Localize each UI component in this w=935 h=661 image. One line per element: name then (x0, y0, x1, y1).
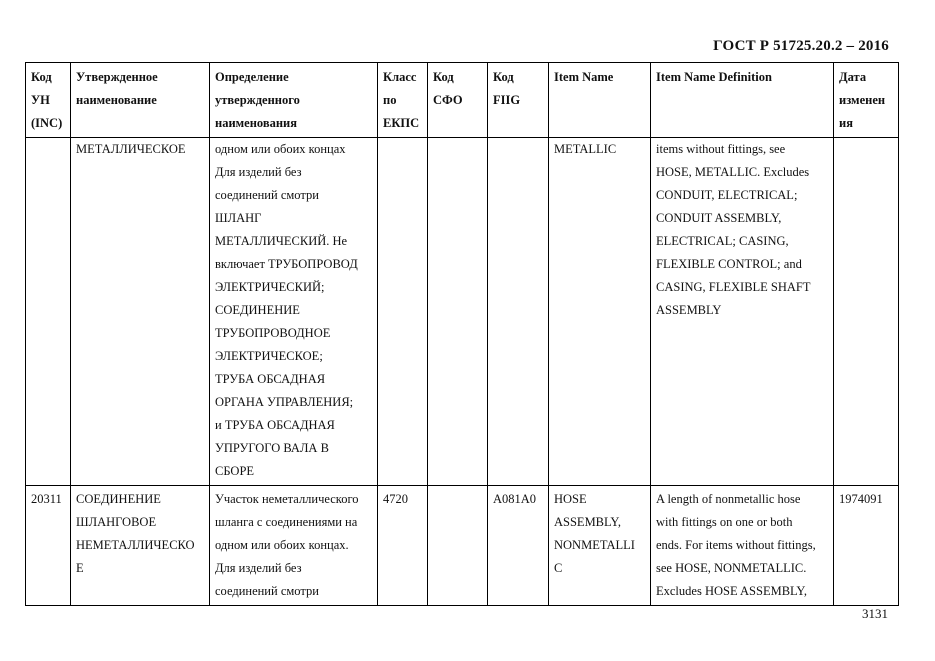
cell-fiig-code (488, 486, 549, 606)
cell-line: УПРУГОГО ВАЛА В (215, 441, 329, 455)
cell-line: МЕТАЛЛИЧЕСКОЕ (76, 142, 186, 156)
cell-line: СОЕДИНЕНИЕ (215, 303, 300, 317)
cell-line: 4720 (383, 492, 408, 506)
column-header-line: (INC) (31, 116, 63, 130)
cell-line: ELECTRICAL; CASING, (656, 234, 789, 248)
column-header-line: изменен (839, 93, 886, 107)
cell-fiig-code (488, 138, 549, 486)
cell-line: ТРУБОПРОВОДНОЕ (215, 326, 331, 340)
column-header-line: Дата (839, 70, 867, 84)
cell-change-date (834, 138, 899, 486)
cell-ekps-class (378, 486, 428, 606)
cell-item-name (549, 486, 651, 606)
column-header-line: наименования (215, 116, 298, 130)
cell-inc-code (26, 486, 71, 606)
column-header-line: Код (493, 70, 514, 84)
cell-line: with fittings on one or both (656, 515, 793, 529)
header-row (26, 63, 899, 138)
page-number: 3131 (862, 606, 888, 621)
column-header-ekps-class (378, 63, 428, 138)
cell-line: ЭЛЕКТРИЧЕСКОЕ; (215, 349, 323, 363)
cell-line: see HOSE, NONMETALLIC. (656, 561, 807, 575)
cell-line: одном или обоих концах (215, 142, 346, 156)
cell-line: HOSE, METALLIC. Excludes (656, 165, 810, 179)
column-header-line: Определение (215, 70, 289, 84)
column-header-line: наименование (76, 93, 157, 107)
table-row (26, 138, 899, 486)
cell-change-date (834, 486, 899, 606)
cell-line: СБОРЕ (215, 464, 255, 478)
cell-line: и ТРУБА ОБСАДНАЯ (215, 418, 335, 432)
column-header-line: Код (31, 70, 52, 84)
cell-sfo-code (428, 486, 488, 606)
column-header-approved-name (71, 63, 210, 138)
column-header-line: ЕКПС (383, 116, 420, 130)
cell-line: NONMETALLI (554, 538, 635, 552)
cell-line: Excludes HOSE ASSEMBLY, (656, 584, 807, 598)
cell-line: ASSEMBLY (656, 303, 722, 317)
cell-line: CASING, FLEXIBLE SHAFT (656, 280, 811, 294)
column-header-line: Item Name Definition (656, 70, 772, 84)
cell-line: МЕТАЛЛИЧЕСКИЙ. Не (215, 234, 348, 248)
cell-line: FLEXIBLE CONTROL; and (656, 257, 802, 271)
column-header-line: Код (433, 70, 454, 84)
cell-item-name (549, 138, 651, 486)
cell-line: Участок неметаллического (215, 492, 359, 506)
cell-approved-name (71, 486, 210, 606)
column-header-line: СФО (433, 93, 463, 107)
cell-line: Для изделий без (215, 561, 302, 575)
standard-code: ГОСТ Р 51725.20.2 – 2016 (713, 38, 889, 54)
cell-line: ТРУБА ОБСАДНАЯ (215, 372, 326, 386)
cell-line: включает ТРУБОПРОВОД (215, 257, 358, 271)
cell-line: ШЛАНГ (215, 211, 262, 225)
cell-line: НЕМЕТАЛЛИЧЕСКО (76, 538, 195, 552)
cell-line: соединений смотри (215, 584, 319, 598)
cell-line: шланга с соединениями на (215, 515, 358, 529)
column-header-inc-code (26, 63, 71, 138)
cell-line: 1974091 (839, 492, 883, 506)
column-header-fiig-code (488, 63, 549, 138)
column-header-sfo-code (428, 63, 488, 138)
cell-line: C (554, 561, 563, 575)
cell-line: A081A0 (493, 492, 537, 506)
column-header-line: УН (31, 93, 50, 107)
column-header-line: Item Name (554, 70, 614, 84)
column-header-line: Утвержденное (76, 70, 158, 84)
cell-approved-name (71, 138, 210, 486)
cell-definition (210, 486, 378, 606)
cell-line: METALLIC (554, 142, 617, 156)
cell-line: соединений смотри (215, 188, 319, 202)
column-header-line: ия (839, 116, 853, 130)
cell-line: ЭЛЕКТРИЧЕСКИЙ; (215, 280, 325, 294)
cell-line: Е (76, 561, 84, 575)
cell-item-name-definition (651, 486, 834, 606)
cell-line: HOSE (554, 492, 587, 506)
cell-line: items without fittings, see (656, 142, 786, 156)
table-row (26, 486, 899, 606)
cell-line: 20311 (31, 492, 62, 506)
cell-line: одном или обоих концах. (215, 538, 349, 552)
cell-line: Для изделий без (215, 165, 302, 179)
column-header-definition (210, 63, 378, 138)
cell-line: CONDUIT, ELECTRICAL; (656, 188, 798, 202)
cell-line: A length of nonmetallic hose (656, 492, 801, 506)
cell-line: CONDUIT ASSEMBLY, (656, 211, 782, 225)
column-header-line: Класс (383, 70, 417, 84)
cell-definition (210, 138, 378, 486)
column-header-item-name-definition (651, 63, 834, 138)
column-header-line: утвержденного (215, 93, 300, 107)
column-header-line: FIIG (493, 93, 521, 107)
column-header-line: по (383, 93, 397, 107)
cell-sfo-code (428, 138, 488, 486)
cell-line: СОЕДИНЕНИЕ (76, 492, 161, 506)
item-name-table (25, 62, 899, 606)
cell-ekps-class (378, 138, 428, 486)
column-header-change-date (834, 63, 899, 138)
cell-line: ШЛАНГОВОЕ (76, 515, 157, 529)
cell-line: ОРГАНА УПРАВЛЕНИЯ; (215, 395, 354, 409)
cell-item-name-definition (651, 138, 834, 486)
cell-line: ASSEMBLY, (554, 515, 621, 529)
cell-inc-code (26, 138, 71, 486)
cell-line: ends. For items without fittings, (656, 538, 816, 552)
column-header-item-name (549, 63, 651, 138)
